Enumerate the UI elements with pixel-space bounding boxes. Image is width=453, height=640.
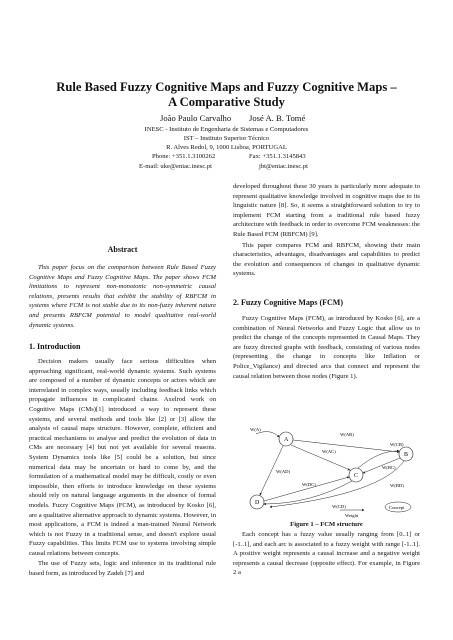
intro-paragraph-2: The use of Fuzzy sets, logic and inference in its traditional rule based form, as introduced by Zadeh [7] and [29, 560, 216, 578]
paper-title [0, 80, 453, 110]
arc-a-b [293, 440, 399, 452]
figure-caption: Figure 1 – FCM structure [290, 521, 363, 528]
abstract [29, 263, 216, 330]
node-b-label: B [404, 452, 409, 458]
fcm-heading: 2. Fuzzy Cognitive Maps (FCM) [233, 298, 343, 307]
arc-a-self [256, 432, 279, 437]
weight-label-bd: W(BD) [390, 483, 404, 488]
affiliation-2: IST – Instituto Superior Técnico [183, 135, 270, 142]
intro-paragraph-1: Decision makers usually face serious difficulties when approaching significant, real-world dynamic systems. Such systems are composed of a number of dynamic concepts or actors which are interrelated in complex ways, usually including feedback links which propagate influences in complicated chains. Axelrod work on Cognitive Maps (CMs)[1] introduced a way to represent these systems, and several methods and tools like [2] or [3] allow the analysis of causal maps structure. However, complete, efficient and practical mechanisms to analyse and predict the evolution of data in CMs are necessary [4] but not yet available for several reasons. System Dynamics tools like [5] could be a solution, but since numerical data may be uncertain or hard to come by, and the formulation of a mathematical model may be difficult, costly or even impossible, then efforts to introduce knowledge on these systems should rely on natural language arguments in the absence of formal models. Fuzzy Cognitive Maps (FCM), as introduced by Kosko [6], are a qualitative alternative approach to dynamic systems. However, in most applications, a FCM is indeed a man-trained Neural Network which is not Fuzzy in a traditional sense, and doesn't explore usual Fuzzy capabilities. This limits FCM use to systems involving simple causal relations between concepts. [29, 358, 216, 557]
address: R. Alves Redol, 9, 1000 Lisboa, PORTUGAL [166, 144, 287, 151]
arc-a-c [291, 445, 350, 470]
node-b [399, 447, 413, 461]
title-line-2: A Comparative Study [168, 95, 285, 109]
weight-label-ad: W(AD) [276, 469, 291, 474]
fcm-section [233, 314, 420, 381]
affiliation-1: INESC - Instituto de Engenharia de Sistemas e Computadores [144, 126, 309, 133]
node-a-label: A [284, 437, 289, 443]
node-a [279, 432, 293, 446]
weight-label-bc: W(BC) [382, 465, 396, 470]
right-paragraph-2: This paper compares FCM and RBFCM, showing their main characteristics, advantages, disadvantages and capabilities to predict the evolution and consequences of changes in qualitative dynamic systems. [233, 241, 420, 278]
abstract-text: This paper focus on the comparison between Rule Based Fuzzy Cognitive Maps and Fuzzy Cognitive Maps. The paper shows FCM limitations to represent non-monotonic non-symmetric causal relations, presents results that exhibit the stability of RBFCM in systems where FCM is not stable due to its non-fuzzy inherent nature and presents RBFCM potential to model qualitative real-world dynamic systems. [29, 264, 216, 329]
weight-label-cb: W(CB) [390, 442, 404, 447]
legend-weight-label: Weight [345, 513, 359, 518]
fcm-structure-figure [240, 424, 430, 519]
fcm-section-continued [233, 530, 420, 578]
weight-label-cd: W(CD) [332, 504, 346, 509]
title-line-1: Rule Based Fuzzy Cognitive Maps and Fuzzy Cognitive Maps – [56, 80, 397, 94]
weight-label-ab: W(AB) [340, 432, 354, 437]
intro-section [29, 357, 216, 579]
phone: Phone: +351.1.3100262 [152, 153, 216, 160]
fax: Fax: +351.1.3145843 [249, 153, 306, 160]
abstract-heading: Abstract [107, 245, 138, 254]
weight-label-dc: W(DC) [302, 482, 316, 487]
author-2: José A. B. Tomé [249, 113, 306, 123]
weight-label-a: W(A) [250, 427, 261, 432]
node-d [250, 495, 264, 509]
node-c [349, 468, 363, 482]
fcm-paragraph-2: Each concept has a fuzzy value usually ranging from [0..1] or [-1..1], and each arc is associated to a fuzzy weight with range [-1..1]. A positive weight represents a causal increase and a negative weight represents a causal decrease (opposite effect). For example, in Figure 2 a [233, 531, 420, 577]
email-2: jbt@eniac.inesc.pt [259, 163, 308, 170]
node-c-label: C [354, 473, 359, 479]
node-d-label: D [255, 500, 260, 506]
intro-heading: 1. Introduction [29, 342, 81, 351]
legend-concept-label: Concept [389, 505, 405, 510]
fcm-paragraph-1: Fuzzy Cognitive Maps (FCM), as introduced by Kosko [6], are a combination of Neural Networks and Fuzzy Logic that allow us to predict the change of the concepts represented in Causal Maps. They are fuzzy directed graphs with feedback, consisting of various nodes (representing the change in concepts like Inflation or Police_Vigilance) and directed arcs that connect and represent the causal relation between those nodes (Figure 1). [233, 315, 420, 380]
figure-legend [340, 502, 411, 518]
right-intro-section [233, 182, 420, 279]
author-1: João Paulo Carvalho [160, 113, 232, 123]
weight-label-ac: W(AC) [322, 449, 336, 454]
email-1: E-mail: uke@eniac.inesc.pt [139, 163, 212, 170]
right-paragraph-1: developed throughout these 30 years is particularly more adequate to represent qualitative knowledge involved in cognitive maps due to its linguistic nature [8]. So, it seems a straightforward solution to try to implement FCM starting from a traditional rule based fuzzy architecture with feedback in order to overcome FCM weaknesses: the Rule Based FCM (RBFCM) [9]. [233, 183, 420, 238]
